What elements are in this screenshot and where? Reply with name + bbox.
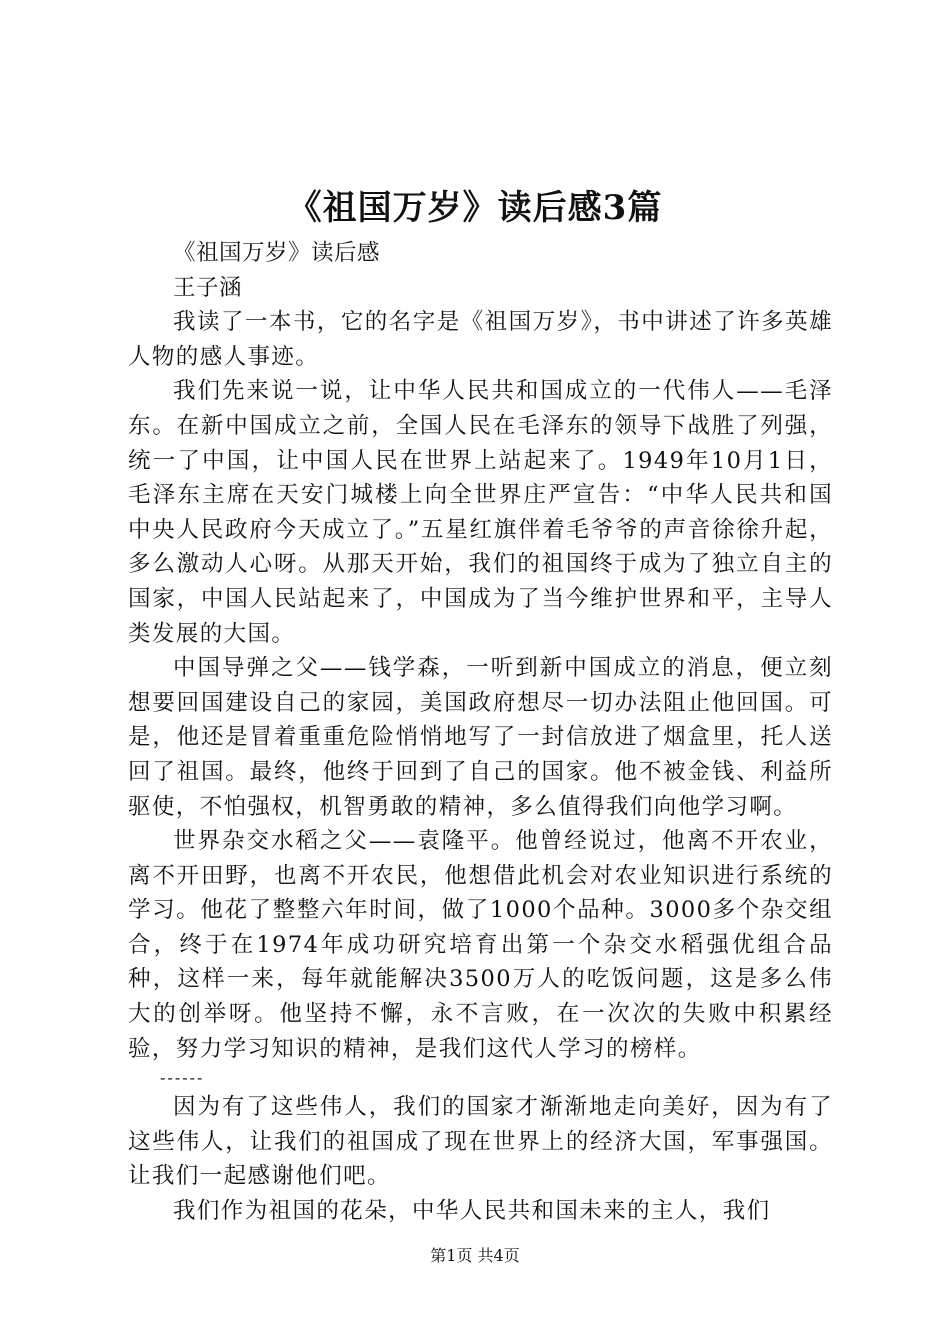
paragraph-yuan-longping: 世界杂交水稻之父——袁隆平。他曾经说过，他离不开农业，离不开田野，也离不开农民，他想借此机会对农业知识进行系统的学习。他花了整整六年时间，做了1000个品种。3000多个杂交组合，终于在1974年成功研究培育出第一个杂交水稻强优组合品种，这样一来，每年就能解决3500万人的吃饭问题，这是多么伟大的创举呀。他坚持不懈，永不言败，在一次次的失败中积累经验，努力学习知识的精神，是我们这代人学习的榜样。: [128, 828, 833, 1062]
paragraph-closing: 我们作为祖国的花朵，中华人民共和国未来的主人，我们: [173, 1198, 771, 1225]
page-number: 第1页 共4页: [430, 1246, 520, 1265]
paragraph-gratitude: 因为有了这些伟人，我们的国家才渐渐地走向美好，因为有了这些伟人，让我们的祖国成了现在世界上的经济大国，军事强国。让我们一起感谢他们吧。: [128, 1094, 833, 1190]
paragraph-qian-xuesen: 中国导弹之父——钱学森，一听到新中国成立的消息，便立刻想要回国建设自己的家园，美国政府想尽一切办法阻止他回国。可是，他还是冒着重重危险悄悄地写了一封信放进了烟盒里，托人送回了祖国。最终，他终于回到了自己的国家。他不被金钱、利益所驱使，不怕强权，机智勇敢的精神，多么值得我们向他学习啊。: [128, 655, 833, 820]
paragraph-mao-zedong: 我们先来说一说，让中华人民共和国成立的一代伟人——毛泽东。在新中国成立之前，全国人民在毛泽东的领导下战胜了列强，统一了中国，让中国人民在世界上站起来了。1949年10月1日，毛泽东主席在天安门城楼上向全世界庄严宣告：“中华人民共和国中央人民政府今天成立了。”五星红旗伴着毛爷爷的声音徐徐升起，多么激动人心呀。从那天开始，我们的祖国终于成为了独立自主的国家，中国人民站起来了，中国成为了当今维护世界和平，主导人类发展的大国。: [128, 378, 833, 647]
document-title: 《祖国万岁》读后感3篇: [287, 188, 663, 228]
essay-author: 王子涵: [173, 274, 243, 301]
essay-title: 《祖国万岁》读后感: [173, 240, 381, 266]
section-divider: ------: [160, 1068, 205, 1088]
document-body: [128, 236, 833, 1229]
paragraph-intro: 我读了一本书，它的名字是《祖国万岁》，书中讲述了许多英雄人物的感人事迹。: [128, 309, 833, 370]
